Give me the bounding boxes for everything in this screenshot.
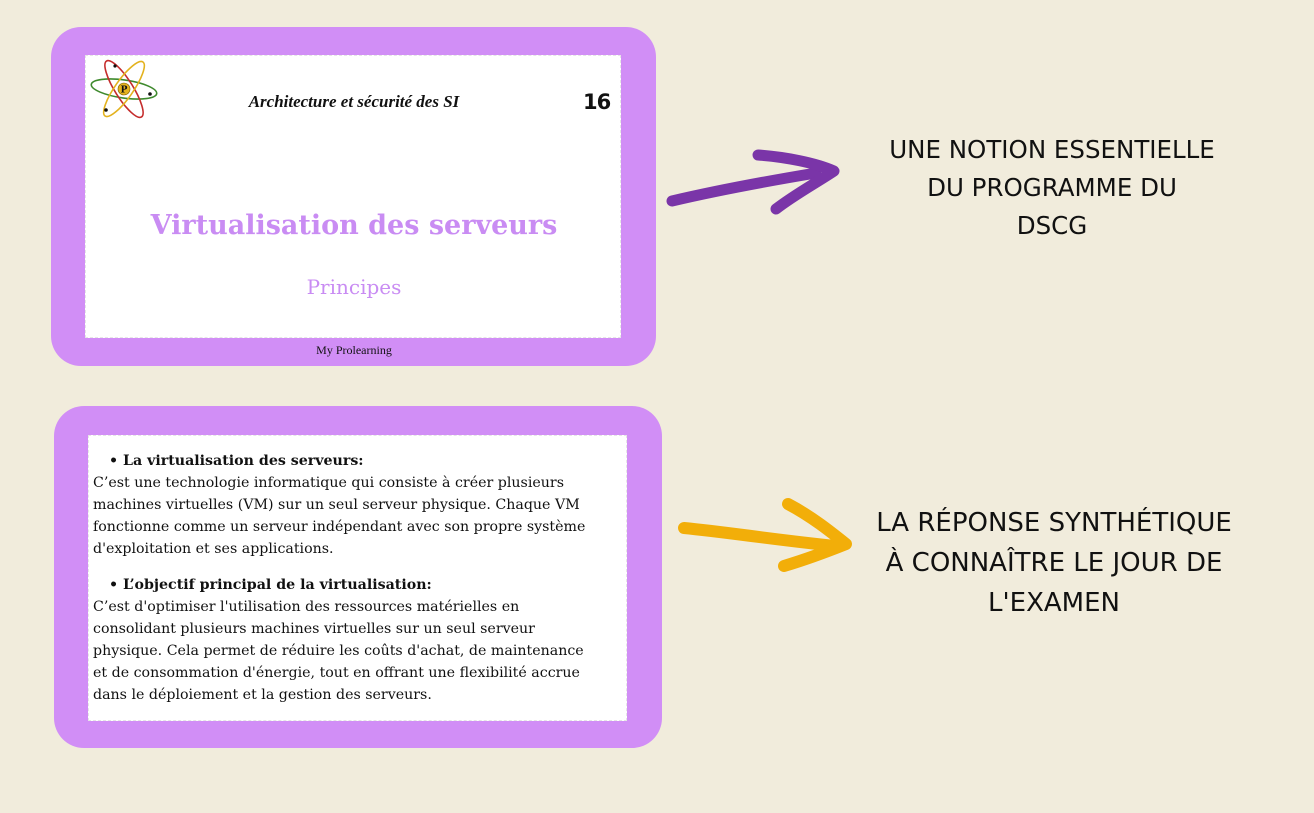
- section-line: physique. Cela permet de réduire les coûts d'achat, de maintenance: [93, 643, 584, 659]
- section-line: machines virtuelles (VM) sur un seul serveur physique. Chaque VM: [93, 497, 580, 513]
- purple-arrow-icon: [666, 143, 842, 215]
- bullet-icon: •: [109, 453, 119, 469]
- section-line: d'exploitation et ses applications.: [93, 541, 334, 557]
- caption-line: UNE NOTION ESSENTIELLE: [889, 135, 1215, 164]
- card-footer: My Prolearning: [316, 343, 392, 357]
- flashcard-back: [88, 435, 627, 721]
- card-subject: Architecture et sécurité des SI: [248, 92, 460, 111]
- section-line: et de consommation d'énergie, tout en offrant une flexibilité accrue: [93, 665, 580, 681]
- yellow-arrow-icon: [676, 496, 854, 572]
- card-title: Virtualisation des serveurs: [150, 210, 558, 241]
- card-subtitle: Principes: [306, 275, 402, 299]
- section-line: C’est d'optimiser l'utilisation des ressources matérielles en: [93, 599, 520, 615]
- section-line: dans le déploiement et la gestion des serveurs.: [93, 687, 432, 703]
- caption-reponse: [852, 503, 1256, 623]
- card-number: 16: [583, 90, 611, 114]
- flashcard-front-frame: [51, 27, 656, 366]
- section-heading: • La virtualisation des serveurs:: [93, 450, 626, 472]
- caption-line: À CONNAÎTRE LE JOUR DE: [885, 548, 1223, 578]
- section-heading: • L’objectif principal de la virtualisation:: [93, 574, 626, 596]
- flashcard-back-frame: [54, 406, 662, 748]
- caption-line: L'EXAMEN: [988, 588, 1120, 618]
- caption-line: DSCG: [1016, 211, 1088, 240]
- section-line: C’est une technologie informatique qui consiste à créer plusieurs: [93, 475, 564, 491]
- caption-line: LA RÉPONSE SYNTHÉTIQUE: [876, 508, 1232, 538]
- caption-notion: [852, 131, 1252, 245]
- flashcard-front: [85, 55, 621, 357]
- svg-text:P: P: [120, 85, 128, 96]
- bullet-icon: •: [109, 577, 119, 593]
- section-line: fonctionne comme un serveur indépendant avec son propre système: [93, 519, 586, 535]
- section-line: consolidant plusieurs machines virtuelles sur un seul serveur: [93, 621, 535, 637]
- caption-line: DU PROGRAMME DU: [927, 173, 1177, 202]
